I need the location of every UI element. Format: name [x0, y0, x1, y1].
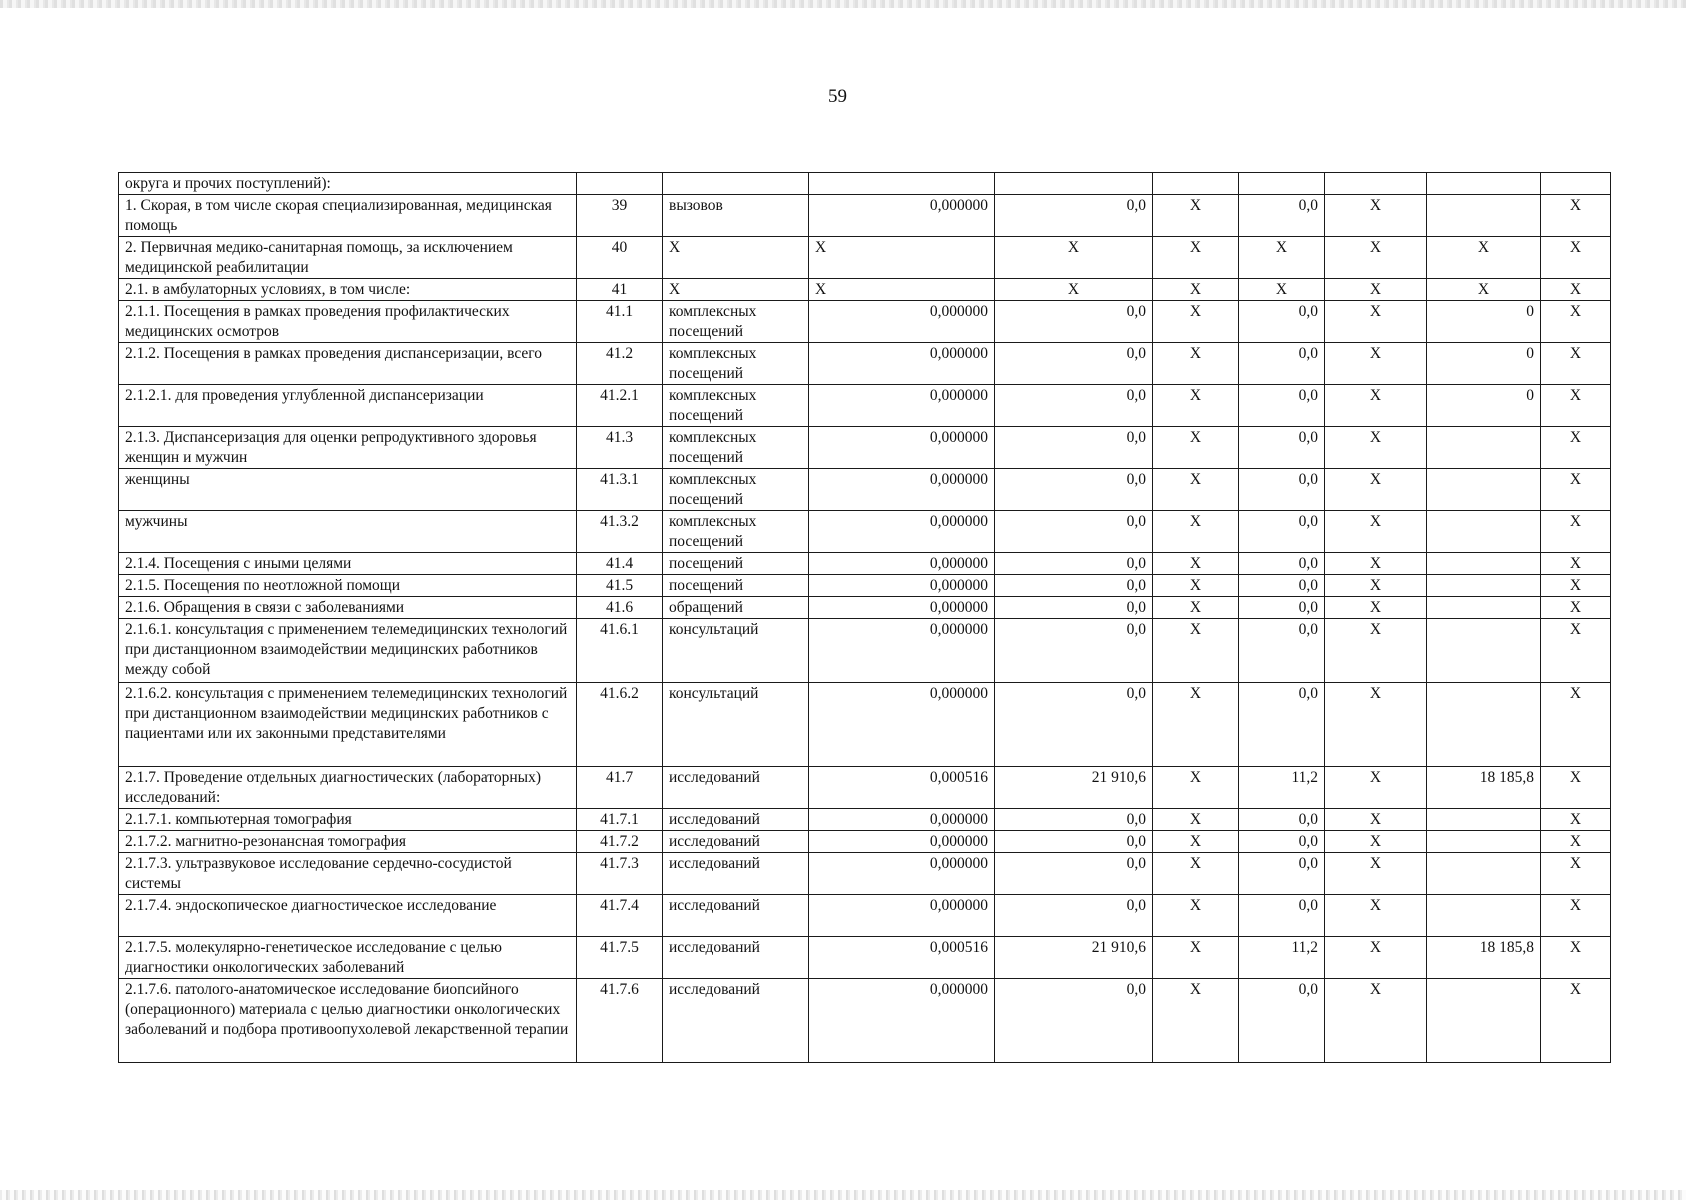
cell-col10: X — [1541, 767, 1611, 809]
cell-col9 — [1427, 195, 1541, 237]
cell-col7: 0,0 — [1239, 853, 1325, 895]
cell-row-code: 41.6.2 — [577, 683, 663, 767]
data-table — [118, 172, 1611, 1063]
table-row — [119, 553, 1611, 575]
table-row — [119, 809, 1611, 831]
cell-col9: 18 185,8 — [1427, 767, 1541, 809]
cell-col6: X — [1153, 597, 1239, 619]
cell-col8: X — [1325, 575, 1427, 597]
cell-col4: X — [809, 237, 995, 279]
cell-col10: X — [1541, 853, 1611, 895]
cell-col8: X — [1325, 469, 1427, 511]
cell-col5: 21 910,6 — [995, 767, 1153, 809]
cell-col9: X — [1427, 279, 1541, 301]
cell-row-code: 41.7.4 — [577, 895, 663, 937]
cell-col7: 11,2 — [1239, 937, 1325, 979]
cell-col4 — [809, 173, 995, 195]
scan-edge-top — [0, 0, 1686, 8]
cell-name: 2.1.7.2. магнитно-резонансная томография — [119, 831, 577, 853]
cell-name: 2.1.2.1. для проведения углубленной диспансеризации — [119, 385, 577, 427]
cell-name: 2.1.7.6. патолого-анатомическое исследование биопсийного (операционного) материала с целью диагностики онкологических заболеваний и подбора противоопухолевой лекарственной терапии — [119, 979, 577, 1063]
cell-col6: X — [1153, 895, 1239, 937]
cell-col4: 0,000000 — [809, 809, 995, 831]
cell-col4: 0,000000 — [809, 575, 995, 597]
table-row — [119, 619, 1611, 683]
cell-unit: комплексных посещений — [663, 511, 809, 553]
cell-col5 — [995, 173, 1153, 195]
cell-row-code: 41.6 — [577, 597, 663, 619]
cell-unit: комплексных посещений — [663, 427, 809, 469]
cell-unit: X — [663, 279, 809, 301]
cell-row-code: 39 — [577, 195, 663, 237]
cell-col10: X — [1541, 301, 1611, 343]
cell-col7: 0,0 — [1239, 343, 1325, 385]
table-row — [119, 575, 1611, 597]
cell-name: 2.1.6. Обращения в связи с заболеваниями — [119, 597, 577, 619]
cell-col4: 0,000000 — [809, 427, 995, 469]
cell-col7: 0,0 — [1239, 427, 1325, 469]
cell-col9 — [1427, 809, 1541, 831]
cell-col6: X — [1153, 831, 1239, 853]
cell-col7: 0,0 — [1239, 195, 1325, 237]
cell-col4: 0,000000 — [809, 511, 995, 553]
cell-col9 — [1427, 511, 1541, 553]
cell-row-code: 41.4 — [577, 553, 663, 575]
cell-col10: X — [1541, 597, 1611, 619]
cell-col8: X — [1325, 511, 1427, 553]
cell-col8: X — [1325, 427, 1427, 469]
cell-col6: X — [1153, 385, 1239, 427]
cell-col6: X — [1153, 343, 1239, 385]
table-row — [119, 979, 1611, 1063]
cell-name: женщины — [119, 469, 577, 511]
cell-col5: X — [995, 279, 1153, 301]
cell-unit: исследований — [663, 979, 809, 1063]
cell-row-code: 41.7.6 — [577, 979, 663, 1063]
cell-col6: X — [1153, 427, 1239, 469]
cell-row-code: 41.6.1 — [577, 619, 663, 683]
cell-col9 — [1427, 553, 1541, 575]
cell-row-code — [577, 173, 663, 195]
cell-col7: X — [1239, 237, 1325, 279]
cell-row-code: 41.7.3 — [577, 853, 663, 895]
cell-col5: 0,0 — [995, 619, 1153, 683]
page-number: 59 — [828, 86, 847, 107]
cell-col6 — [1153, 173, 1239, 195]
cell-unit: посещений — [663, 575, 809, 597]
cell-row-code: 41.3.1 — [577, 469, 663, 511]
cell-col4: 0,000000 — [809, 895, 995, 937]
cell-col9 — [1427, 831, 1541, 853]
cell-unit: комплексных посещений — [663, 343, 809, 385]
cell-col5: 0,0 — [995, 385, 1153, 427]
cell-row-code: 41.5 — [577, 575, 663, 597]
cell-unit: исследований — [663, 809, 809, 831]
cell-col5: 0,0 — [995, 683, 1153, 767]
table-row — [119, 301, 1611, 343]
cell-row-code: 41.3.2 — [577, 511, 663, 553]
cell-col4: 0,000000 — [809, 597, 995, 619]
cell-col4: 0,000516 — [809, 937, 995, 979]
cell-col5: X — [995, 237, 1153, 279]
cell-unit: консультаций — [663, 683, 809, 767]
table-row — [119, 385, 1611, 427]
cell-col9 — [1427, 575, 1541, 597]
cell-col4: 0,000000 — [809, 343, 995, 385]
cell-col5: 0,0 — [995, 511, 1153, 553]
table-row — [119, 279, 1611, 301]
cell-col9 — [1427, 427, 1541, 469]
cell-col7: 0,0 — [1239, 301, 1325, 343]
cell-col4: 0,000000 — [809, 619, 995, 683]
cell-col8: X — [1325, 895, 1427, 937]
table-row — [119, 511, 1611, 553]
cell-name: 2.1.4. Посещения с иными целями — [119, 553, 577, 575]
table-body — [119, 173, 1611, 1063]
table-row — [119, 237, 1611, 279]
cell-col9: 0 — [1427, 385, 1541, 427]
cell-col5: 0,0 — [995, 301, 1153, 343]
table-row — [119, 683, 1611, 767]
cell-col8: X — [1325, 767, 1427, 809]
cell-unit: вызовов — [663, 195, 809, 237]
table-row — [119, 195, 1611, 237]
cell-col4: 0,000000 — [809, 301, 995, 343]
cell-col7 — [1239, 173, 1325, 195]
cell-col10: X — [1541, 279, 1611, 301]
cell-col8: X — [1325, 809, 1427, 831]
cell-col6: X — [1153, 279, 1239, 301]
cell-col8: X — [1325, 853, 1427, 895]
cell-name: 2.1.7.5. молекулярно-генетическое исследование с целью диагностики онкологических заболеваний — [119, 937, 577, 979]
cell-name: 2. Первичная медико-санитарная помощь, за исключением медицинской реабилитации — [119, 237, 577, 279]
cell-unit — [663, 173, 809, 195]
cell-name: округа и прочих поступлений): — [119, 173, 577, 195]
cell-name: 2.1.1. Посещения в рамках проведения профилактических медицинских осмотров — [119, 301, 577, 343]
cell-unit: комплексных посещений — [663, 385, 809, 427]
table-row — [119, 173, 1611, 195]
cell-col8: X — [1325, 237, 1427, 279]
cell-col4: 0,000000 — [809, 195, 995, 237]
cell-col10 — [1541, 173, 1611, 195]
cell-col10: X — [1541, 937, 1611, 979]
cell-col10: X — [1541, 237, 1611, 279]
cell-col10: X — [1541, 343, 1611, 385]
cell-col7: 11,2 — [1239, 767, 1325, 809]
cell-col9 — [1427, 683, 1541, 767]
cell-unit: исследований — [663, 895, 809, 937]
cell-col9: 18 185,8 — [1427, 937, 1541, 979]
cell-col9 — [1427, 895, 1541, 937]
cell-col7: 0,0 — [1239, 553, 1325, 575]
cell-col4: 0,000000 — [809, 469, 995, 511]
cell-name: 2.1.7.4. эндоскопическое диагностическое исследование — [119, 895, 577, 937]
cell-col8 — [1325, 173, 1427, 195]
cell-name: 2.1.5. Посещения по неотложной помощи — [119, 575, 577, 597]
cell-col10: X — [1541, 575, 1611, 597]
cell-col6: X — [1153, 619, 1239, 683]
cell-row-code: 41.1 — [577, 301, 663, 343]
cell-name: 2.1.6.1. консультация с применением телемедицинских технологий при дистанционном взаимодействии медицинских работников между собой — [119, 619, 577, 683]
cell-unit: обращений — [663, 597, 809, 619]
cell-unit: комплексных посещений — [663, 301, 809, 343]
cell-col10: X — [1541, 195, 1611, 237]
cell-col7: 0,0 — [1239, 831, 1325, 853]
cell-col9 — [1427, 597, 1541, 619]
cell-col8: X — [1325, 979, 1427, 1063]
cell-name: 2.1.3. Диспансеризация для оценки репродуктивного здоровья женщин и мужчин — [119, 427, 577, 469]
cell-col7: 0,0 — [1239, 895, 1325, 937]
cell-name: 2.1. в амбулаторных условиях, в том числе: — [119, 279, 577, 301]
cell-col9 — [1427, 979, 1541, 1063]
table-row — [119, 937, 1611, 979]
cell-col6: X — [1153, 853, 1239, 895]
scan-edge-bottom — [0, 1190, 1686, 1200]
table-row — [119, 853, 1611, 895]
table-row — [119, 767, 1611, 809]
cell-col8: X — [1325, 831, 1427, 853]
cell-col10: X — [1541, 619, 1611, 683]
cell-col7: 0,0 — [1239, 683, 1325, 767]
cell-col6: X — [1153, 683, 1239, 767]
cell-col5: 0,0 — [995, 895, 1153, 937]
cell-col5: 21 910,6 — [995, 937, 1153, 979]
cell-row-code: 41.2.1 — [577, 385, 663, 427]
cell-col8: X — [1325, 937, 1427, 979]
cell-col8: X — [1325, 279, 1427, 301]
cell-name: 1. Скорая, в том числе скорая специализированная, медицинская помощь — [119, 195, 577, 237]
cell-col8: X — [1325, 597, 1427, 619]
cell-col5: 0,0 — [995, 575, 1153, 597]
cell-row-code: 40 — [577, 237, 663, 279]
table-row — [119, 427, 1611, 469]
cell-col9 — [1427, 619, 1541, 683]
cell-col9: 0 — [1427, 343, 1541, 385]
cell-name: 2.1.7.3. ультразвуковое исследование сердечно-сосудистой системы — [119, 853, 577, 895]
cell-col5: 0,0 — [995, 343, 1153, 385]
cell-col5: 0,0 — [995, 427, 1153, 469]
cell-col9 — [1427, 853, 1541, 895]
cell-name: мужчины — [119, 511, 577, 553]
cell-col9 — [1427, 469, 1541, 511]
cell-col6: X — [1153, 469, 1239, 511]
cell-col10: X — [1541, 385, 1611, 427]
cell-name: 2.1.6.2. консультация с применением телемедицинских технологий при дистанционном взаимодействии медицинских работников с пациентами или их законными представителями — [119, 683, 577, 767]
cell-col7: 0,0 — [1239, 597, 1325, 619]
cell-col9 — [1427, 173, 1541, 195]
cell-col4: 0,000000 — [809, 979, 995, 1063]
table-row — [119, 831, 1611, 853]
cell-col7: 0,0 — [1239, 511, 1325, 553]
cell-unit: исследований — [663, 853, 809, 895]
table-row — [119, 469, 1611, 511]
cell-col10: X — [1541, 553, 1611, 575]
cell-col10: X — [1541, 831, 1611, 853]
cell-col8: X — [1325, 553, 1427, 575]
cell-unit: комплексных посещений — [663, 469, 809, 511]
cell-col6: X — [1153, 937, 1239, 979]
cell-col8: X — [1325, 619, 1427, 683]
cell-col6: X — [1153, 979, 1239, 1063]
cell-col6: X — [1153, 237, 1239, 279]
table-row — [119, 343, 1611, 385]
cell-col8: X — [1325, 195, 1427, 237]
cell-unit: X — [663, 237, 809, 279]
table-row — [119, 597, 1611, 619]
cell-row-code: 41.7 — [577, 767, 663, 809]
cell-col5: 0,0 — [995, 553, 1153, 575]
cell-col7: X — [1239, 279, 1325, 301]
cell-name: 2.1.7.1. компьютерная томография — [119, 809, 577, 831]
cell-name: 2.1.2. Посещения в рамках проведения диспансеризации, всего — [119, 343, 577, 385]
cell-col10: X — [1541, 683, 1611, 767]
cell-unit: посещений — [663, 553, 809, 575]
cell-col5: 0,0 — [995, 853, 1153, 895]
cell-col6: X — [1153, 553, 1239, 575]
cell-col9: 0 — [1427, 301, 1541, 343]
cell-col10: X — [1541, 427, 1611, 469]
cell-col8: X — [1325, 343, 1427, 385]
cell-unit: исследований — [663, 831, 809, 853]
cell-col5: 0,0 — [995, 195, 1153, 237]
cell-row-code: 41.7.1 — [577, 809, 663, 831]
cell-col10: X — [1541, 511, 1611, 553]
cell-col4: 0,000000 — [809, 553, 995, 575]
cell-col6: X — [1153, 301, 1239, 343]
cell-col7: 0,0 — [1239, 979, 1325, 1063]
cell-col6: X — [1153, 767, 1239, 809]
cell-col7: 0,0 — [1239, 575, 1325, 597]
cell-col10: X — [1541, 809, 1611, 831]
cell-col5: 0,0 — [995, 979, 1153, 1063]
cell-col7: 0,0 — [1239, 619, 1325, 683]
cell-col8: X — [1325, 683, 1427, 767]
table-row — [119, 895, 1611, 937]
cell-col5: 0,0 — [995, 469, 1153, 511]
cell-col5: 0,0 — [995, 831, 1153, 853]
cell-row-code: 41.3 — [577, 427, 663, 469]
cell-row-code: 41 — [577, 279, 663, 301]
cell-col4: 0,000516 — [809, 767, 995, 809]
cell-col4: 0,000000 — [809, 385, 995, 427]
cell-col6: X — [1153, 511, 1239, 553]
cell-col8: X — [1325, 301, 1427, 343]
cell-col10: X — [1541, 895, 1611, 937]
cell-name: 2.1.7. Проведение отдельных диагностических (лабораторных) исследований: — [119, 767, 577, 809]
cell-row-code: 41.7.2 — [577, 831, 663, 853]
cell-unit: консультаций — [663, 619, 809, 683]
cell-row-code: 41.2 — [577, 343, 663, 385]
cell-col4: 0,000000 — [809, 683, 995, 767]
cell-unit: исследований — [663, 767, 809, 809]
cell-col10: X — [1541, 469, 1611, 511]
cell-col6: X — [1153, 809, 1239, 831]
cell-col7: 0,0 — [1239, 809, 1325, 831]
cell-col10: X — [1541, 979, 1611, 1063]
cell-col4: 0,000000 — [809, 853, 995, 895]
cell-col6: X — [1153, 195, 1239, 237]
cell-col4: X — [809, 279, 995, 301]
cell-col8: X — [1325, 385, 1427, 427]
cell-col9: X — [1427, 237, 1541, 279]
cell-col5: 0,0 — [995, 597, 1153, 619]
cell-col4: 0,000000 — [809, 831, 995, 853]
cell-col6: X — [1153, 575, 1239, 597]
cell-row-code: 41.7.5 — [577, 937, 663, 979]
cell-col7: 0,0 — [1239, 385, 1325, 427]
cell-col7: 0,0 — [1239, 469, 1325, 511]
cell-unit: исследований — [663, 937, 809, 979]
cell-col5: 0,0 — [995, 809, 1153, 831]
